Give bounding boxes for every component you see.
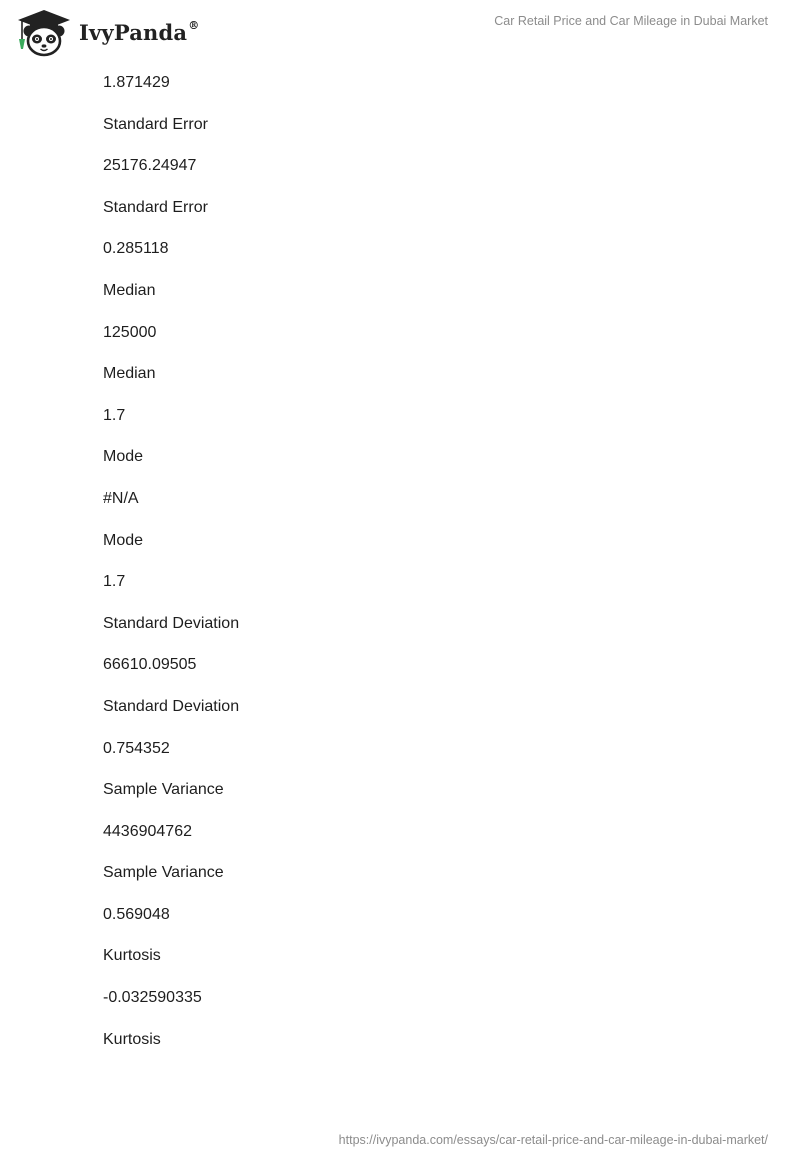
text-line: 0.754352 [103,739,170,757]
document-body [103,73,743,1071]
text-line: Standard Error [103,115,208,133]
registered-mark: ® [188,18,200,32]
text-line: 1.871429 [103,74,170,91]
text-line: Standard Deviation [103,614,240,632]
text-line: 66610.09505 [103,656,197,674]
text-line: Mode [103,531,144,549]
text-line: 125000 [103,323,157,341]
text-line: Standard Deviation [103,697,240,715]
text-line: Sample Variance [103,864,224,882]
document-title: Car Retail Price and Car Mileage in Dubai Market [494,14,768,28]
text-line: 25176.24947 [103,157,197,175]
text-line: -0.032590335 [103,989,202,1007]
text-line: Kurtosis [103,1030,161,1048]
text-line: 0.285118 [103,240,169,258]
text-line: 1.7 [103,573,126,591]
text-line: Median [103,365,156,383]
text-line: 0.569048 [103,905,170,923]
text-line: 4436904762 [103,822,192,840]
ivypanda-logo[interactable] [14,9,199,57]
text-line: Sample Variance [103,781,224,799]
panda-graduate-icon [14,9,74,57]
page-header [0,0,800,64]
text-line: Standard Error [103,198,208,216]
text-line: Median [103,281,156,299]
text-line: Mode [103,448,144,466]
text-line: Kurtosis [103,947,161,965]
source-url[interactable]: https://ivypanda.com/essays/car-retail-price-and-car-mileage-in-dubai-market/ [338,1133,768,1147]
text-line: #N/A [103,489,139,507]
text-line: 1.7 [103,406,126,424]
brand-name: IvyPanda® [79,18,200,45]
